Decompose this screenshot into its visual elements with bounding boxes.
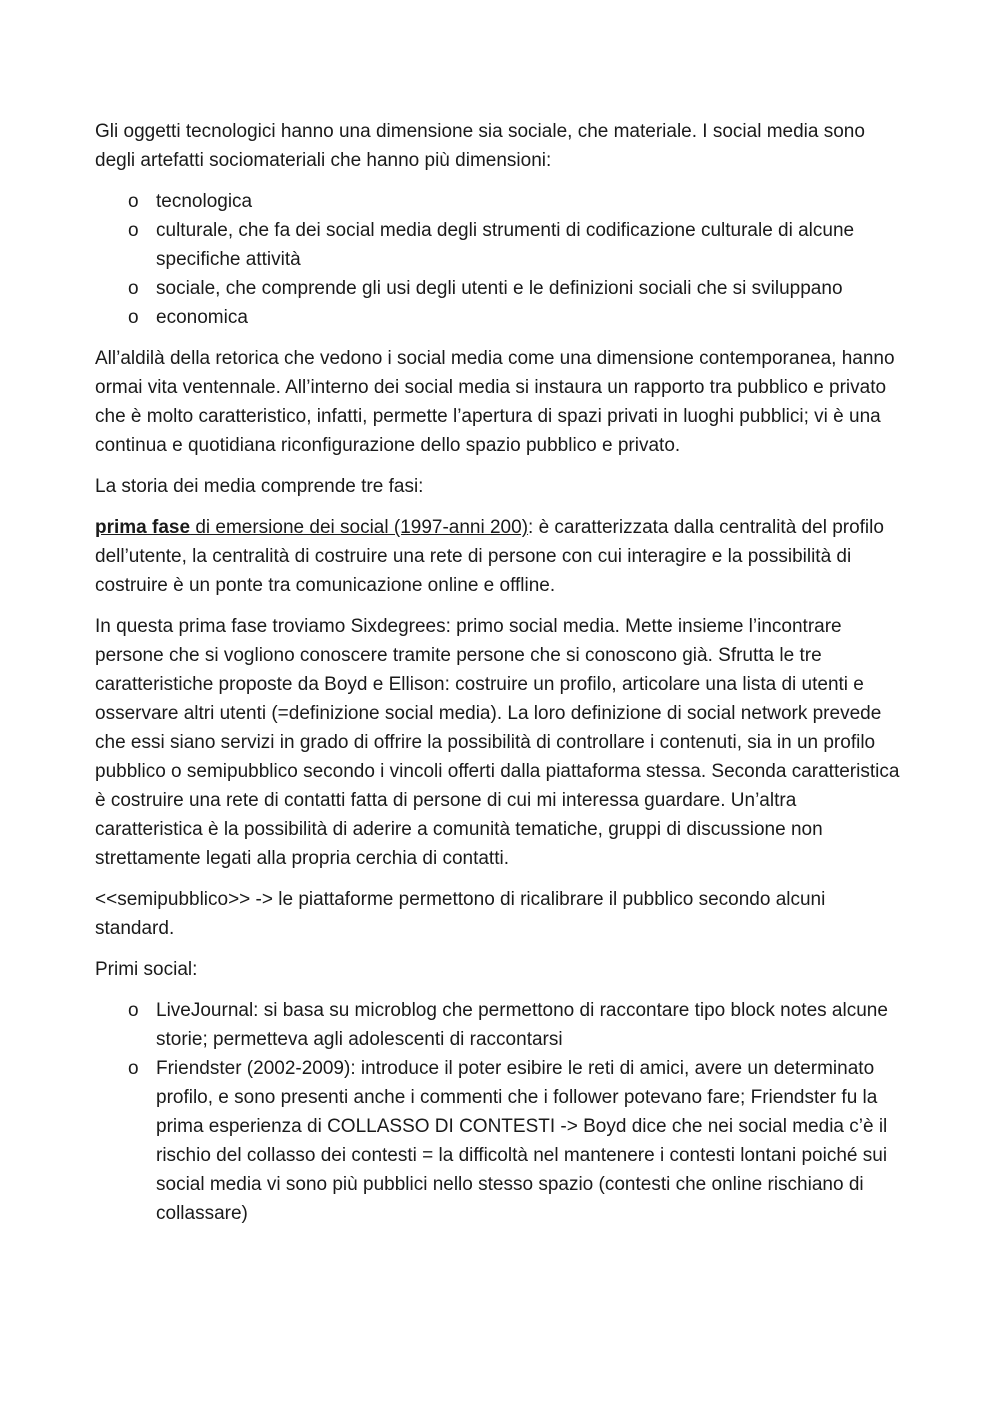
list-item xyxy=(128,274,905,303)
list-item xyxy=(128,996,905,1054)
document-page xyxy=(95,117,905,1240)
bullet-icon: o xyxy=(128,278,139,299)
semipubblico-paragraph: <<semipubblico>> -> le piattaforme permettono di ricalibrare il pubblico secondo alcuni standard. xyxy=(95,889,826,939)
bullet-icon: o xyxy=(128,1000,139,1021)
list-item xyxy=(128,303,905,332)
list-item-text: Friendster (2002-2009): introduce il poter esibire le reti di amici, avere un determinato profilo, e sono presenti anche i commenti che i follower potevano fare; Friendster fu la prima esperienza di COLLASSO DI CONTESTI -> Boyd dice che nei social media c’è il rischio del collasso dei contesti = la difficoltà nel mantenere i contesti lontani poiché sui social media vi sono più pubblici nello stesso spazio (contesti che online rischiano di collassare) xyxy=(156,1058,888,1224)
prima-fase-text: : è caratterizzata dalla centralità del profilo dell’utente, la centralità di costruire una rete di persone con cui interagire e la possibilità di costruire è un ponte tra comunicazione online e offline. xyxy=(95,517,884,596)
list-item-text: sociale, che comprende gli usi degli utenti e le definizioni sociali che si sviluppano xyxy=(156,278,843,299)
list-item xyxy=(128,216,905,274)
bullet-icon: o xyxy=(128,307,139,328)
list-item xyxy=(128,1054,905,1228)
primi-social-list xyxy=(95,996,905,1228)
list-item-text: LiveJournal: si basa su microblog che permettono di raccontare tipo block notes alcune storie; permetteva agli adolescenti di raccontarsi xyxy=(156,1000,888,1050)
intro-paragraph: Gli oggetti tecnologici hanno una dimensione sia sociale, che materiale. I social media sono degli artefatti sociomateriali che hanno più dimensioni: xyxy=(95,121,865,171)
storia-paragraph: La storia dei media comprende tre fasi: xyxy=(95,476,424,497)
list-item xyxy=(128,187,905,216)
primi-social-paragraph: Primi social: xyxy=(95,959,198,980)
sixdegrees-paragraph: In questa prima fase troviamo Sixdegrees: primo social media. Mette insieme l’incontrare persone che si vogliono conoscere tramite persone che si conoscono già. Sfrutta le tre caratteristiche proposte da Boyd e Ellison: costruire un profilo, articolare una lista di utenti e osservare altri utenti (=definizione social media). La loro definizione di social network prevede che essi siano servizi in grado di offrire la possibilità di controllare i contenuti, sia in un profilo pubblico o semipubblico secondo i vincoli offerti dalla piattaforma stessa. Seconda caratteristica è costruire una rete di contatti fatta di persone di cui mi interessa guardare. Un’altra caratteristica è la possibilità di aderire a comunità tematiche, gruppi di discussione non strettamente legati alla propria cerchia di contatti. xyxy=(95,616,900,869)
retorica-paragraph: All’aldilà della retorica che vedono i social media come una dimensione contemporanea, hanno ormai vita ventennale. All’interno dei social media si instaura un rapporto tra pubblico e privato che è molto caratteristico, infatti, permette l’apertura di spazi privati in luoghi pubblici; vi è una continua e quotidiana riconfigurazione dello spazio pubblico e privato. xyxy=(95,348,895,456)
dimensions-list xyxy=(95,187,905,332)
bullet-icon: o xyxy=(128,220,139,241)
list-item-text: tecnologica xyxy=(156,191,253,212)
list-item-text: culturale, che fa dei social media degli strumenti di codificazione culturale di alcune specifiche attività xyxy=(156,220,855,270)
prima-fase-bold-label: prima fase xyxy=(95,517,191,538)
prima-fase-paragraph xyxy=(95,513,905,600)
bullet-icon: o xyxy=(128,1058,139,1079)
prima-fase-heading xyxy=(95,517,528,538)
list-item-text: economica xyxy=(156,307,248,328)
prima-fase-underlined: di emersione dei social (1997-anni 200) xyxy=(190,517,529,538)
bullet-icon: o xyxy=(128,191,139,212)
